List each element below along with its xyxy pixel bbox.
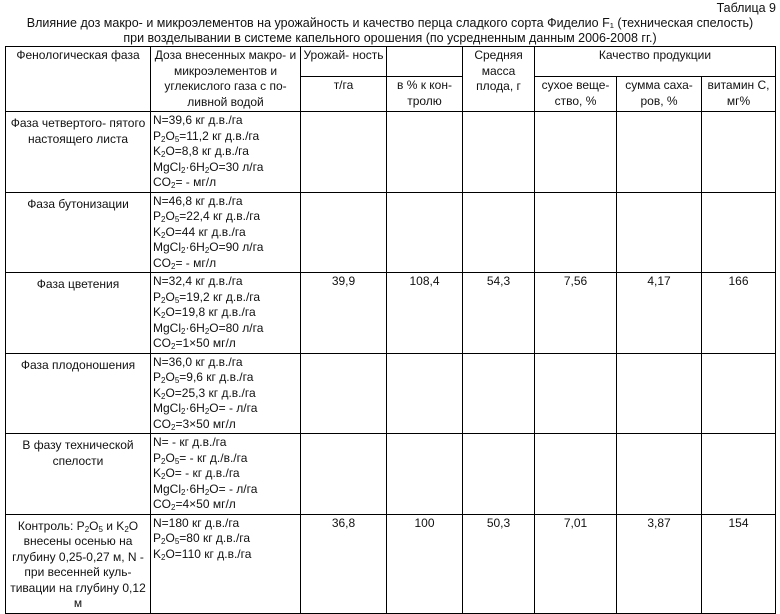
- header-pct-control: в % к кон- тролю: [387, 77, 463, 112]
- value-vitc: [702, 434, 776, 515]
- dose-co2: $CO_2= - мг/л$: [153, 255, 217, 271]
- dose-cell: [151, 112, 301, 193]
- header-vitamin-c: витамин С, мг%: [702, 77, 776, 112]
- phase-cell: Фаза четвертого- пятого настоящего листа: [6, 112, 151, 193]
- header-yield-spacer: [387, 47, 463, 77]
- dose-p: $P_2O_5=22,4$ кг д.в./га: [153, 209, 261, 224]
- value-dry: 7,56: [535, 273, 617, 354]
- dose-mg: $MgCl_2\cdot 6H_2O=80$ л/га: [153, 320, 264, 336]
- value-mass: 54,3: [463, 273, 535, 354]
- dose-p: $P_2O_5=19,2$ кг д.в./га: [153, 289, 261, 305]
- dose-k: $K_2O=19,8$ кг д.в./га: [153, 305, 256, 320]
- dose-mg: $MgCl_2\cdot 6H_2O=90$ л/га: [153, 240, 264, 255]
- phase-cell: Фаза плодоношения: [6, 353, 151, 434]
- table-row: [6, 353, 776, 434]
- phase-cell: Фаза бутонизации: [6, 192, 151, 273]
- dose-n: N=180 кг д.в./га: [153, 515, 240, 530]
- value-t-ha: [301, 112, 387, 193]
- dose-k: $K_2O=$ - кг д.в./га: [153, 466, 240, 481]
- table-row: [6, 192, 776, 273]
- value-dry: 7,01: [535, 514, 617, 613]
- header-t-ha: т/га: [301, 77, 387, 112]
- dose-k: $K_2O=110$ кг д.в./га: [153, 546, 252, 562]
- table-row: [6, 434, 776, 515]
- dose-mg: $MgCl_2\cdot 6H_2O=30$ л/га: [153, 159, 264, 175]
- value-mass: 50,3: [463, 514, 535, 613]
- table-row: [6, 112, 776, 193]
- dose-cell: [151, 192, 301, 273]
- phase-cell: В фазу технической спелости: [6, 434, 151, 515]
- dose-cell: [151, 514, 301, 613]
- dose-co2: $CO_2= - мг/л$: [153, 175, 217, 190]
- value-pct: [387, 434, 463, 515]
- dose-k: $K_2O=44$ кг д.в./га: [153, 224, 246, 240]
- value-vitc: [702, 192, 776, 273]
- value-sugar: [617, 434, 702, 515]
- value-mass: [463, 192, 535, 273]
- value-pct: [387, 192, 463, 273]
- value-vitc: [702, 112, 776, 193]
- dose-co2: $CO_2=1\times 50$ мг/л: [153, 336, 236, 351]
- value-t-ha: [301, 353, 387, 434]
- value-pct: [387, 353, 463, 434]
- value-sugar: 3,87: [617, 514, 702, 613]
- dose-k: $K_2O=8,8$ кг д.в./га: [153, 144, 249, 159]
- value-sugar: [617, 112, 702, 193]
- results-table: [5, 46, 776, 614]
- value-sugar: [617, 353, 702, 434]
- value-vitc: 154: [702, 514, 776, 613]
- dose-cell: [151, 434, 301, 515]
- dose-p: $P_2O_5=80$ кг д.в./га: [153, 531, 251, 546]
- value-t-ha: 39,9: [301, 273, 387, 354]
- header-dry-matter: сухое веще- ство, %: [535, 77, 617, 112]
- value-mass: [463, 112, 535, 193]
- value-t-ha: [301, 192, 387, 273]
- value-dry: [535, 434, 617, 515]
- dose-mg: $MgCl_2\cdot 6H_2O= - л/га$: [153, 481, 258, 497]
- value-pct: [387, 112, 463, 193]
- phase-cell-control: Контроль: $P_2O_5$ и $K_2O$ внесены осенью на глубину 0,25-0,27 м, N - при весенней куль- тивации на глубину 0,12 м: [6, 514, 151, 613]
- value-dry: [535, 192, 617, 273]
- title-line-1: Влияние доз макро- и микроэлементов на урожайность и качество перца сладкого сорта Фиделио F₁ (техническая спелость): [26, 16, 754, 30]
- value-vitc: 166: [702, 273, 776, 354]
- table-title: [0, 16, 780, 46]
- dose-co2: $CO_2=3\times 50$ мг/л: [153, 416, 236, 432]
- dose-k: $K_2O=25,3$ кг д.в./га: [153, 385, 256, 401]
- value-pct: 108,4: [387, 273, 463, 354]
- dose-n: N=39,6 кг д.в./га: [153, 113, 243, 127]
- value-mass: [463, 353, 535, 434]
- title-line-2: при возделывании в системе капельного орошения (по усредненным данным 2006-2008 гг.): [123, 31, 657, 45]
- dose-cell: [151, 353, 301, 434]
- header-avg-mass: Средняя масса плода, г: [463, 47, 535, 112]
- phase-cell: Фаза цветения: [6, 273, 151, 354]
- value-t-ha: [301, 434, 387, 515]
- header-quality: Качество продукции: [535, 47, 776, 77]
- header-row-1: [6, 47, 776, 77]
- dose-co2: $CO_2=4\times 50$ мг/л: [153, 497, 236, 512]
- header-dose: Доза внесенных макро- и микроэлементов и углекислого газа с по- ливной водой: [151, 47, 301, 112]
- dose-n: N= - кг д.в./га: [153, 435, 227, 449]
- dose-mg: $MgCl_2\cdot 6H_2O= - л/га$: [153, 401, 258, 416]
- table-number: Таблица 9: [716, 1, 776, 15]
- header-yield: Урожай- ность: [301, 47, 387, 77]
- table-row-control: [6, 514, 776, 613]
- dose-cell: [151, 273, 301, 354]
- value-mass: [463, 434, 535, 515]
- dose-p: $P_2O_5=9,6$ кг д.в./га: [153, 370, 254, 385]
- value-sugar: 4,17: [617, 273, 702, 354]
- dose-p: $P_2O_5=$ - кг д./в./га: [153, 450, 248, 466]
- value-dry: [535, 353, 617, 434]
- header-sugars: сумма саха- ров, %: [617, 77, 702, 112]
- value-t-ha: 36,8: [301, 514, 387, 613]
- value-pct: 100: [387, 514, 463, 613]
- table-row: [6, 273, 776, 354]
- value-vitc: [702, 353, 776, 434]
- dose-p: $P_2O_5=11,2$ кг д.в./га: [153, 128, 260, 144]
- dose-n: N=46,8 кг д.в./га: [153, 193, 243, 208]
- dose-n: N=36,0 кг д.в./га: [153, 354, 243, 369]
- dose-n: N=32,4 кг д.в./га: [153, 274, 243, 288]
- value-dry: [535, 112, 617, 193]
- header-phase: Фенологическая фаза: [6, 47, 151, 112]
- value-sugar: [617, 192, 702, 273]
